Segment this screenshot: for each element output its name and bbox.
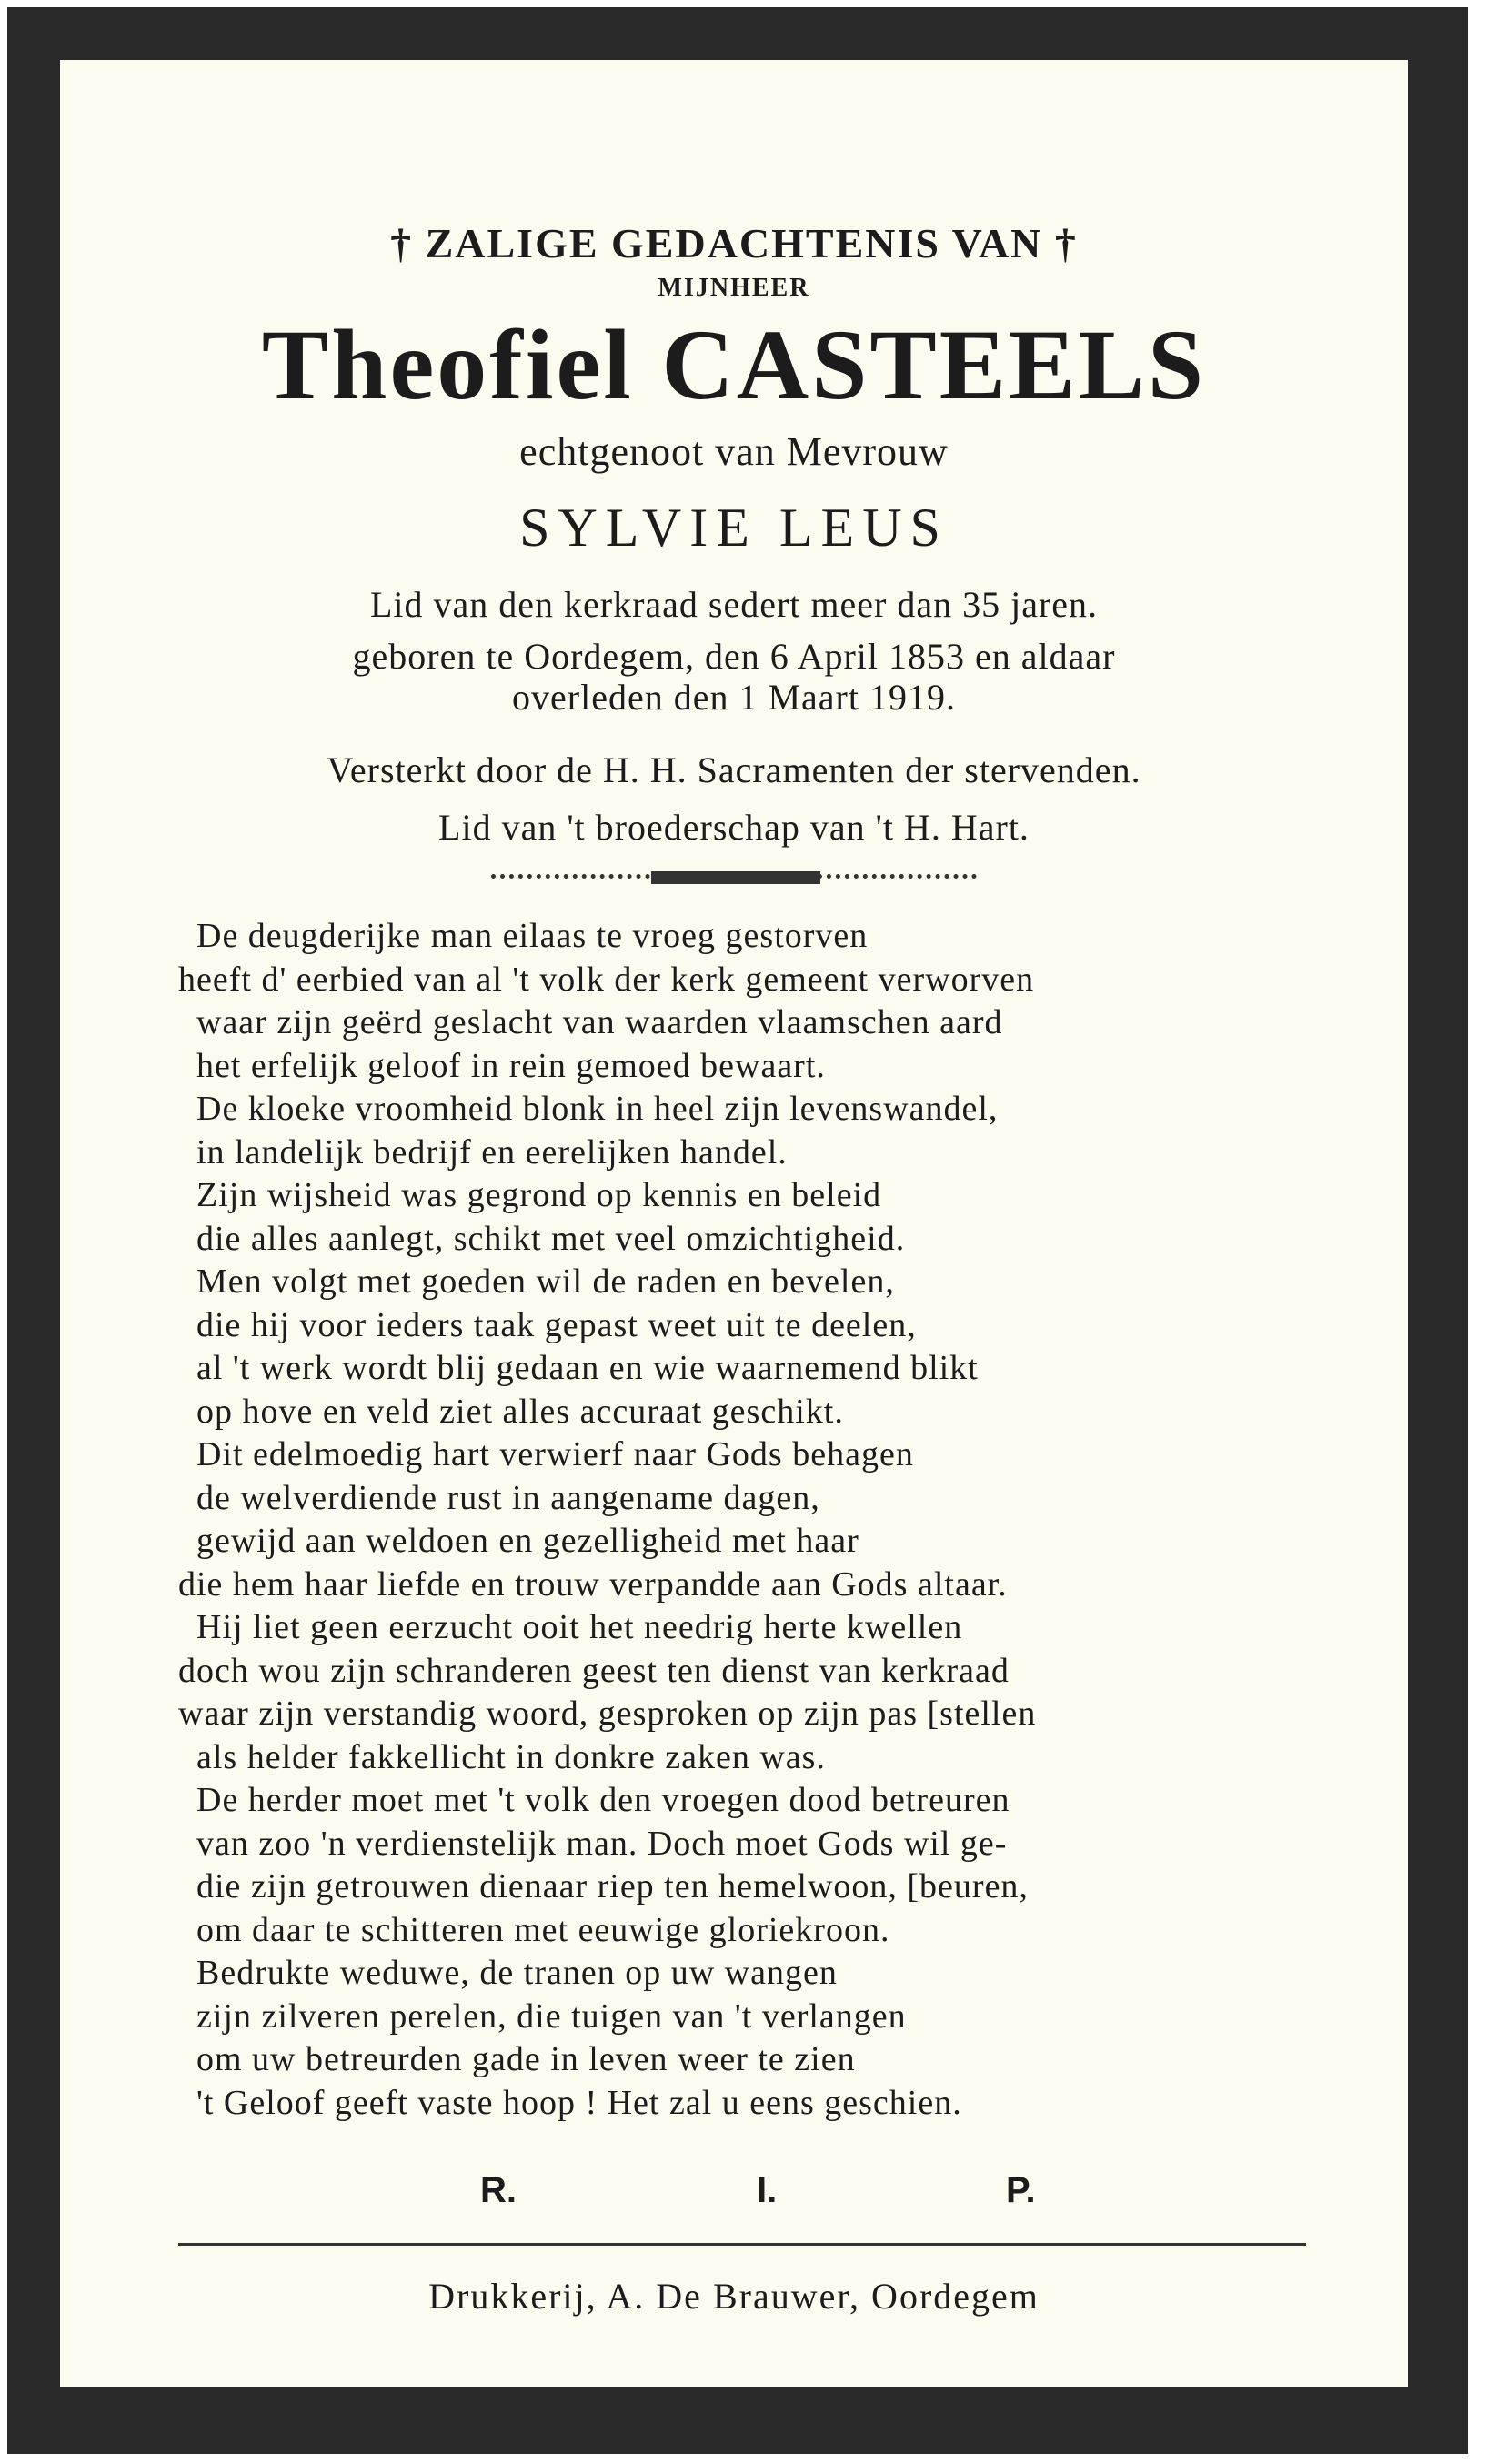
memorial-card [60,60,1408,2387]
poem-line: het erfelijk geloof in rein gemoed bewaart. [196,1046,826,1085]
poem-line: Zijn wijsheid was gegrond op kennis en beleid [196,1176,882,1214]
poem-line: doch wou zijn schranderen geest ten dienst van kerkraad [178,1651,1010,1690]
memorial-heading: † ZALIGE GEDACHTENIS VAN † [390,220,1078,267]
rip-i: I. [757,2170,778,2210]
poem-line: die zijn getrouwen dienaar riep ten hemelwoon, [beuren, [196,1867,1029,1906]
poem-line: om uw betreurden gade in leven weer te zien [196,2040,856,2078]
rip-r: R. [480,2170,517,2210]
poem-line: al 't werk wordt blij gedaan en wie waarnemend blikt [196,1349,979,1387]
deceased-name: Theofiel CASTEELS [261,309,1207,420]
poem-line: als helder fakkellicht in donkre zaken was. [196,1737,826,1776]
divider-bar [651,871,820,884]
poem-line: van zoo 'n verdienstelijk man. Doch moet Gods wil ge- [196,1824,1008,1863]
poem-line: de welverdiende rust in aangename dagen, [196,1478,820,1517]
rip-p: P. [1006,2170,1036,2210]
poem [178,915,1379,2125]
poem-line: heeft d' eerbied van al 't volk der kerk gemeent verworven [178,960,1035,999]
poem-line: op hove en veld ziet alles accuraat geschikt. [196,1392,844,1431]
info-line-born: geboren te Oordegem, den 6 April 1853 en aldaar [352,636,1116,677]
rip-line [60,2170,1408,2225]
poem-line: Men volgt met goeden wil de raden en bevelen, [196,1262,895,1301]
spouse-intro: echtgenoot van Mevrouw [519,429,949,474]
info-line-died: overleden den 1 Maart 1919. [512,677,956,718]
poem-line: die hem haar liefde en trouw verpandde aan Gods altaar. [178,1564,1008,1604]
poem-line: die alles aanlegt, schikt met veel omzichtigheid. [196,1219,906,1258]
poem-line: waar zijn verstandig woord, gesproken op zijn pas [stellen [178,1695,1037,1733]
poem-line: in landelijk bedrijf en eerelijken handel. [196,1132,788,1172]
poem-line: gewijd aan weldoen en gezelligheid met haar [196,1522,859,1560]
poem-line: 't Geloof geeft vaste hoop ! Het zal u eens geschien. [196,2083,962,2122]
poem-line: Hij liet geen eerzucht ooit het needrig herte kwellen [196,1608,963,1646]
title-prefix: MIJNHEER [658,274,810,302]
info-line-brotherhood: Lid van 't broederschap van 't H. Hart. [438,807,1030,848]
poem-line: die hij voor ieders taak gepast weet uit te deelen, [196,1305,917,1344]
poem-line: zijn zilveren perelen, die tuigen van 't verlangen [196,1996,907,2036]
info-line-kerkraad: Lid van den kerkraad sedert meer dan 35 jaren. [369,584,1099,625]
printer-imprint: Drukkerij, A. De Brauwer, Oordegem [428,2276,1040,2317]
poem-line: Bedrukte weduwe, de tranen op uw wangen [196,1954,838,1992]
spouse-name: SYLVIE LEUS [519,498,949,558]
info-line-sacraments: Versterkt door de H. H. Sacramenten der stervenden. [327,749,1141,790]
poem-line: Dit edelmoedig hart verwierf naar Gods behagen [196,1435,914,1473]
poem-line: De deugderijke man eilaas te vroeg gestorven [196,917,869,955]
poem-line: De kloeke vroomheid blonk in heel zijn levenswandel, [196,1090,999,1128]
bottom-rule [178,2243,1306,2246]
poem-line: De herder moet met 't volk den vroegen dood betreuren [196,1781,1010,1819]
poem-line: waar zijn geërd geslacht van waarden vlaamschen aard [196,1003,1003,1041]
poem-line: om daar te schitteren met eeuwige gloriekroon. [196,1910,890,1949]
